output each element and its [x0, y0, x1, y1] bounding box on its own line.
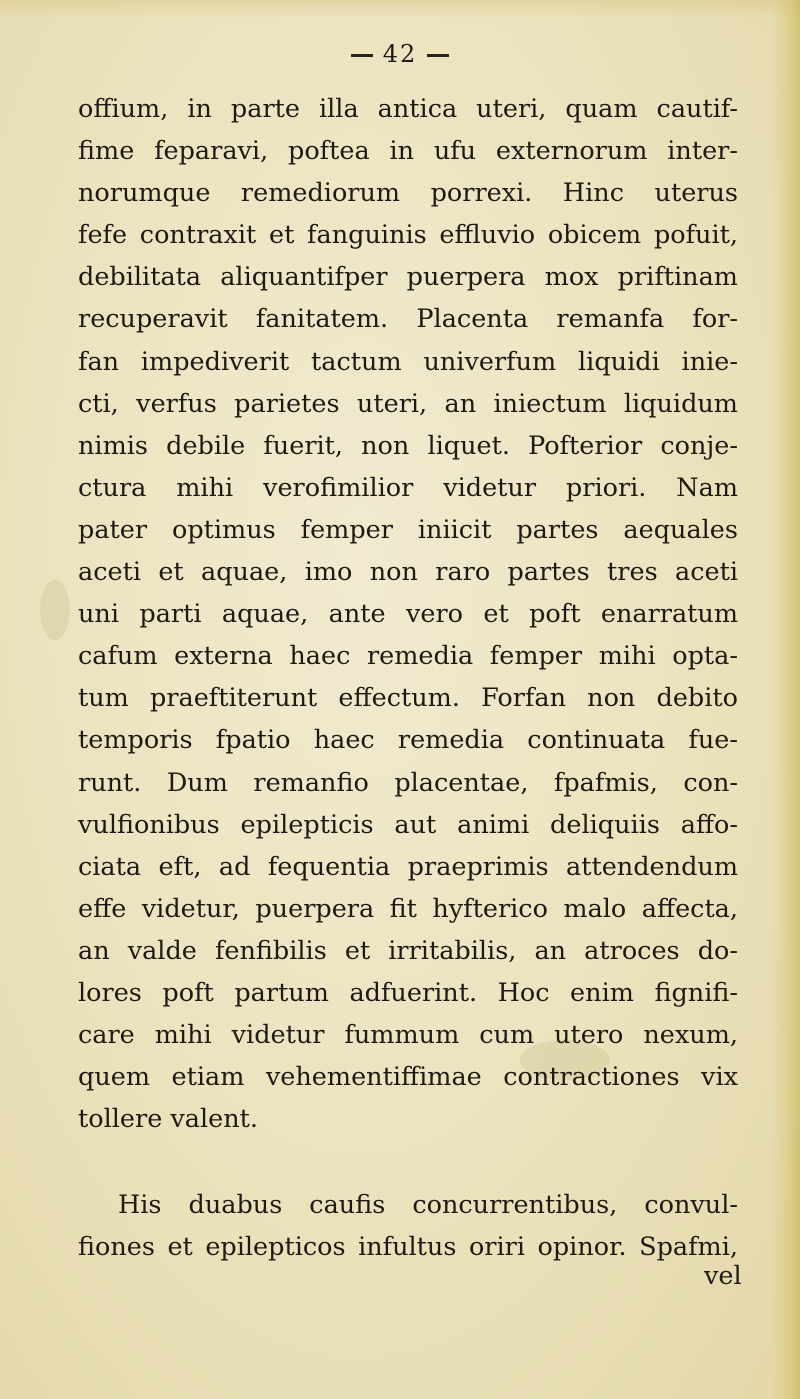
- text-line: quem etiam vehementiffimae contractiones vix: [78, 1062, 738, 1093]
- paper-stain: [40, 580, 70, 640]
- page-edge-right: [772, 0, 800, 1399]
- page-edge-top: [0, 0, 800, 18]
- dash-left: [351, 54, 373, 57]
- text-line: pater optimus femper iniicit partes aequales: [78, 514, 738, 545]
- page-number: [0, 40, 800, 68]
- text-line: tollere valent.: [78, 1104, 259, 1135]
- catchword: vel: [704, 1261, 742, 1291]
- paragraph-gap: [78, 1140, 738, 1184]
- text-line: aceti et aquae, imo non raro partes tres aceti: [78, 557, 738, 588]
- text-line: fime feparavi, poftea in ufu externorum inter-: [78, 136, 738, 167]
- dash-right: [427, 54, 449, 57]
- text-line: His duabus caufis concurrentibus, convul-: [118, 1190, 738, 1221]
- text-line: lores poft partum adfuerint. Hoc enim fignifi-: [78, 977, 738, 1008]
- text-line: cti, verfus parietes uteri, an iniectum liquidum: [78, 388, 738, 419]
- text-line: runt. Dum remanfio placentae, fpafmis, con-: [78, 767, 738, 798]
- text-line: nimis debile fuerit, non liquet. Pofterior conje-: [78, 430, 738, 461]
- page-number-text: 42: [382, 40, 418, 68]
- text-line: ctura mihi verofimilior videtur priori. Nam: [78, 472, 738, 503]
- text-line: fiones et epilepticos infultus oriri opinor. Spafmi,: [78, 1232, 738, 1263]
- text-line: fan impediverit tactum univerfum liquidi inie-: [78, 346, 738, 377]
- text-line: ciata eft, ad fequentia praeprimis attendendum: [78, 851, 738, 882]
- text-line: offium, in parte illa antica uteri, quam cautif-: [78, 94, 738, 124]
- text-line: cafum externa haec remedia femper mihi opta-: [78, 641, 738, 672]
- body-text: [78, 88, 738, 1269]
- text-line: temporis fpatio haec remedia continuata fue-: [78, 725, 738, 756]
- text-line: recuperavit fanitatem. Placenta remanfa for-: [78, 304, 738, 335]
- text-line: care mihi videtur fummum cum utero nexum,: [78, 1020, 738, 1051]
- text-line: tum praeftiterunt effectum. Forfan non debito: [78, 683, 738, 714]
- text-line: debilitata aliquantifper puerpera mox priftinam: [78, 262, 738, 293]
- text-line: an valde fenfibilis et irritabilis, an atroces do-: [78, 935, 738, 966]
- text-line: vulfionibus epilepticis aut animi deliquiis affo-: [78, 809, 738, 840]
- text-line: uni parti aquae, ante vero et poft enarratum: [78, 599, 738, 630]
- text-line: effe videtur, puerpera fit hyfterico malo affecta,: [78, 893, 738, 924]
- text-line: fefe contraxit et fanguinis effluvio obicem pofuit,: [78, 220, 738, 251]
- text-line: norumque remediorum porrexi. Hinc uterus: [78, 178, 738, 209]
